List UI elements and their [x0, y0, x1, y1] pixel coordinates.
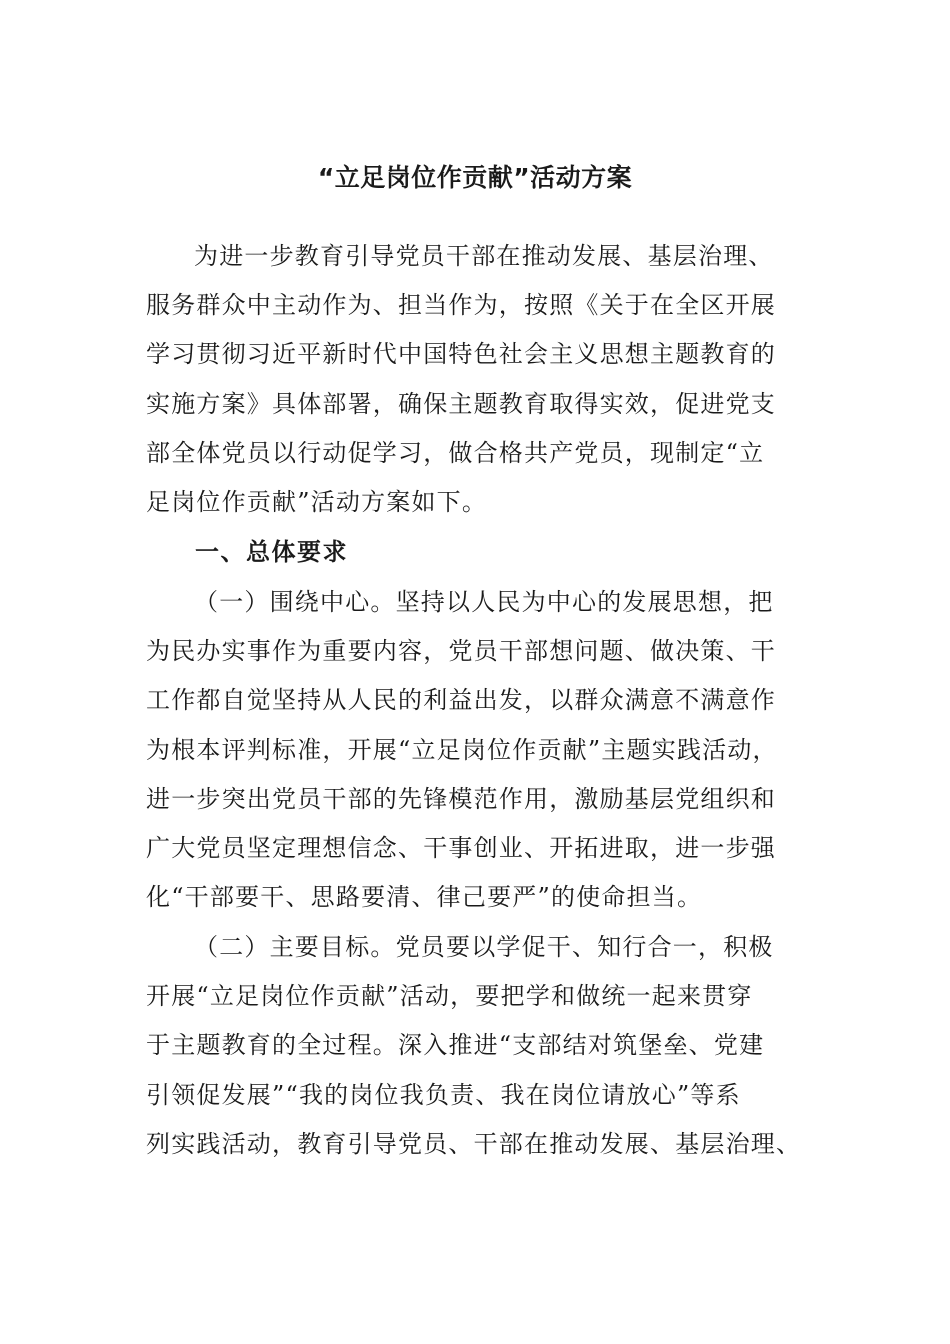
paragraph-line: 化“干部要干、思路要清、律己要严”的使命担当。: [146, 883, 703, 912]
paragraph-line: 开展“立足岗位作贡献”活动，要把学和做统一起来贯穿: [146, 982, 753, 1011]
paragraph-line: 为进一步教育引导党员干部在推动发展、基层治理、: [194, 242, 774, 270]
paragraph-line: 部全体党员以行动促学习，做合格共产党员，现制定“立: [146, 438, 765, 467]
paragraph-line: 实施方案》具体部署，确保主题教育取得实效，促进党支: [146, 389, 776, 418]
paragraph-line: 广大党员坚定理想信念、干事创业、开拓进取，进一步强: [146, 833, 776, 862]
paragraph-line: （一）围绕中心。坚持以人民为中心的发展思想，把: [194, 588, 774, 616]
paragraph-line: 工作都自觉坚持从人民的利益出发，以群众满意不满意作: [146, 686, 776, 715]
paragraph-main-goals: [146, 923, 802, 1169]
paragraph-line: 为民办实事作为重要内容，党员干部想问题、做决策、干: [146, 637, 776, 666]
paragraph-line: 列实践活动，教育引导党员、干部在推动发展、基层治理、: [146, 1129, 802, 1158]
document-title: “立足岗位作贡献”活动方案: [317, 163, 633, 192]
paragraph-line: （二）主要目标。党员要以学促干、知行合一，积极: [194, 933, 774, 961]
paragraph-line: 引领促发展”“我的岗位我负责、我在岗位请放心”等系: [146, 1080, 741, 1109]
paragraph-line: 于主题教育的全过程。深入推进“支部结对筑堡垒、党建: [146, 1031, 765, 1060]
paragraph-line: 学习贯彻习近平新时代中国特色社会主义思想主题教育的: [146, 340, 776, 369]
section-heading: 一、总体要求: [195, 538, 348, 566]
paragraph-intro: [146, 232, 786, 527]
paragraph-line: 进一步突出党员干部的先锋模范作用，激励基层党组织和: [146, 784, 776, 813]
paragraph-line: 为根本评判标准，开展“立足岗位作贡献”主题实践活动，: [146, 735, 778, 764]
paragraph-centered-focus: [146, 578, 786, 922]
paragraph-line: 足岗位作贡献”活动方案如下。: [146, 487, 488, 516]
paragraph-line: 服务群众中主动作为、担当作为，按照《关于在全区开展: [146, 291, 776, 320]
